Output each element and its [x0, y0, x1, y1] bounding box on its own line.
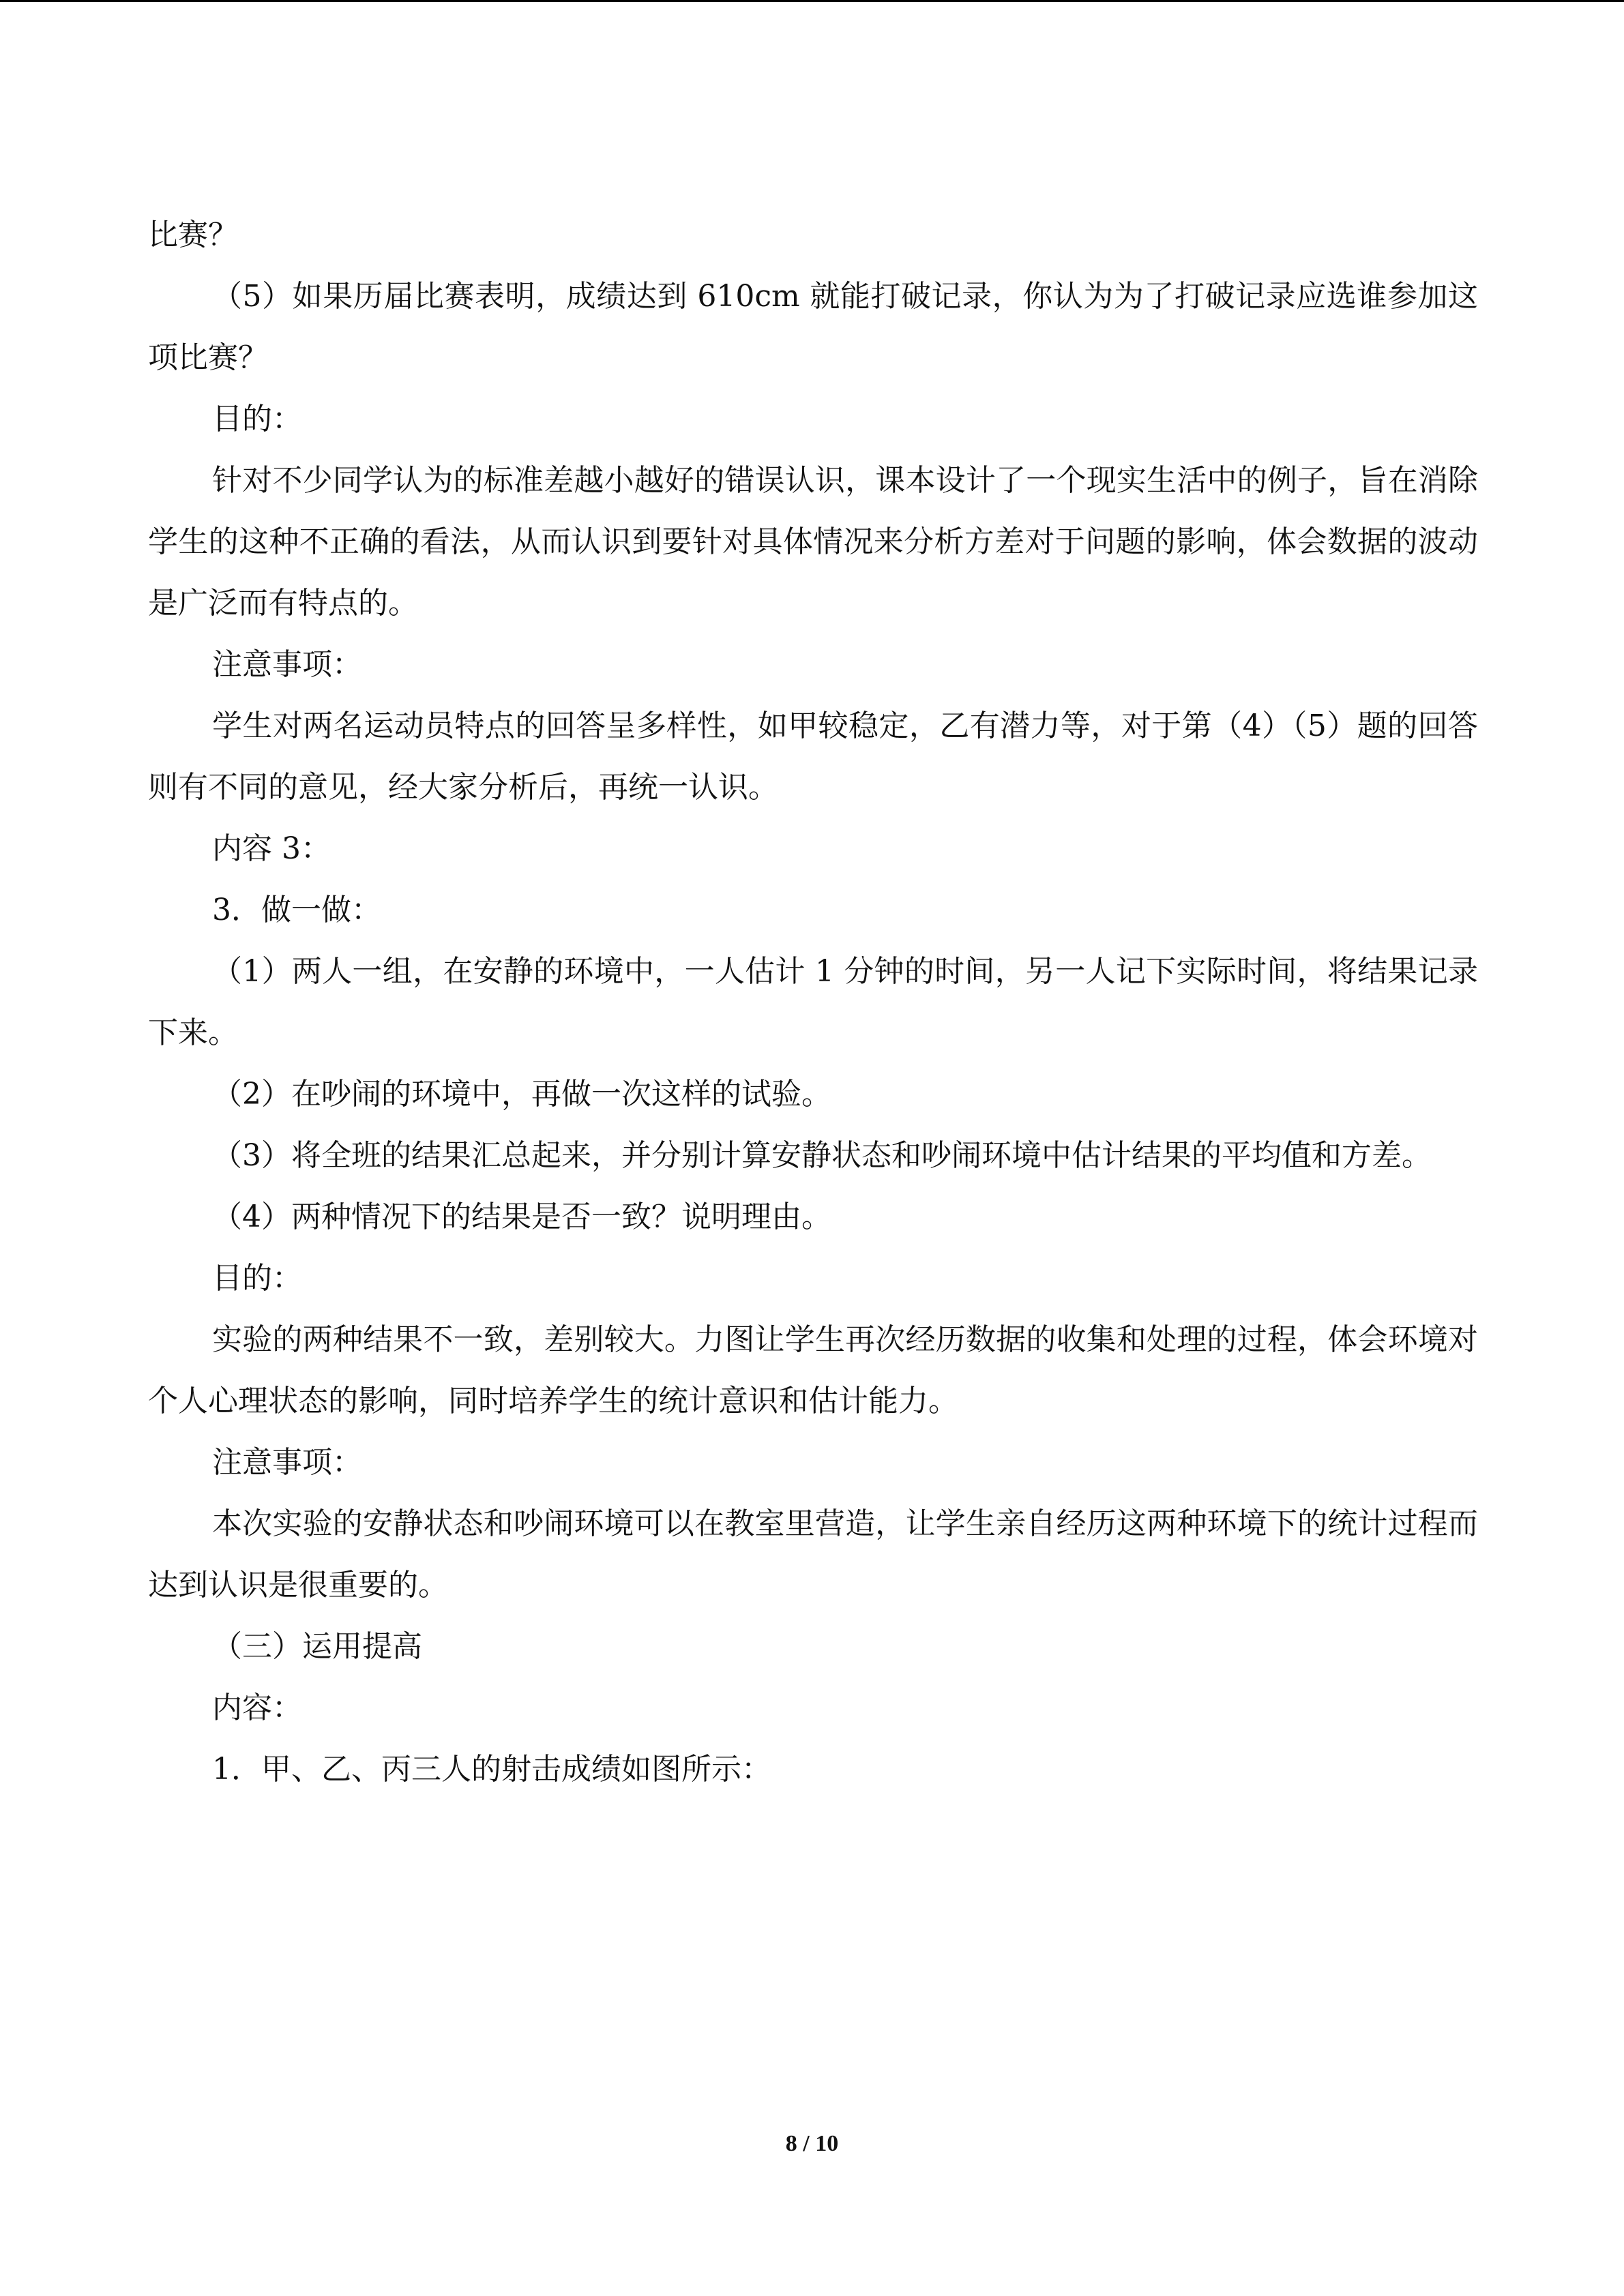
document-body: [148, 205, 1478, 1800]
section-3-heading: （三）运用提高: [212, 1629, 422, 1664]
notes-heading: 注意事项：: [212, 647, 362, 682]
purpose-heading-2: 目的：: [212, 1261, 302, 1296]
notes-paragraph-2: 本次实验的安静状态和吵闹环境可以在教室里营造，让学生亲自经历这两种环境下的统计过程而达到认识是很重要的。: [148, 1506, 1478, 1602]
content-3-heading: 内容 3：: [212, 831, 331, 866]
step-3: （3）将全班的结果汇总起来，并分别计算安静状态和吵闹环境中估计结果的平均值和方差。: [212, 1138, 1432, 1173]
step-4: （4）两种情况下的结果是否一致？说明理由。: [212, 1199, 831, 1234]
question-5: （5）如果历届比赛表明，成绩达到 610cm 就能打破记录，你认为为了打破记录应选谁参加这项比赛？: [148, 279, 1478, 375]
notes-paragraph: 学生对两名运动员特点的回答呈多样性，如甲较稳定，乙有潜力等，对于第（4）（5）题的回答则有不同的意见，经大家分析后，再统一认识。: [148, 709, 1479, 805]
paragraph-continuation: 比赛？: [148, 218, 238, 252]
page-number: 8 / 10: [785, 2131, 839, 2156]
step-2: （2）在吵闹的环境中，再做一次这样的试验。: [212, 1077, 831, 1112]
try-it-heading: 3．做一做：: [212, 893, 381, 927]
purpose-heading: 目的：: [212, 402, 302, 436]
purpose-paragraph: 针对不少同学认为的标准差越小越好的错误认识，课本设计了一个现实生活中的例子，旨在消除学生的这种不正确的看法，从而认识到要针对具体情况来分析方差对于问题的影响，体会数据的波动是广泛而有特点的。: [148, 463, 1478, 621]
page-top-border: [0, 0, 1624, 2]
step-1: （1）两人一组，在安静的环境中，一人估计 1 分钟的时间，另一人记下实际时间，将结果记录下来。: [148, 954, 1478, 1050]
content-heading: 内容：: [212, 1690, 302, 1725]
notes-heading-2: 注意事项：: [212, 1445, 362, 1480]
purpose-paragraph-2: 实验的两种结果不一致，差别较大。力图让学生再次经历数据的收集和处理的过程，体会环境对个人心理状态的影响，同时培养学生的统计意识和估计能力。: [148, 1322, 1478, 1418]
exercise-1: 1．甲、乙、丙三人的射击成绩如图所示：: [212, 1752, 771, 1787]
